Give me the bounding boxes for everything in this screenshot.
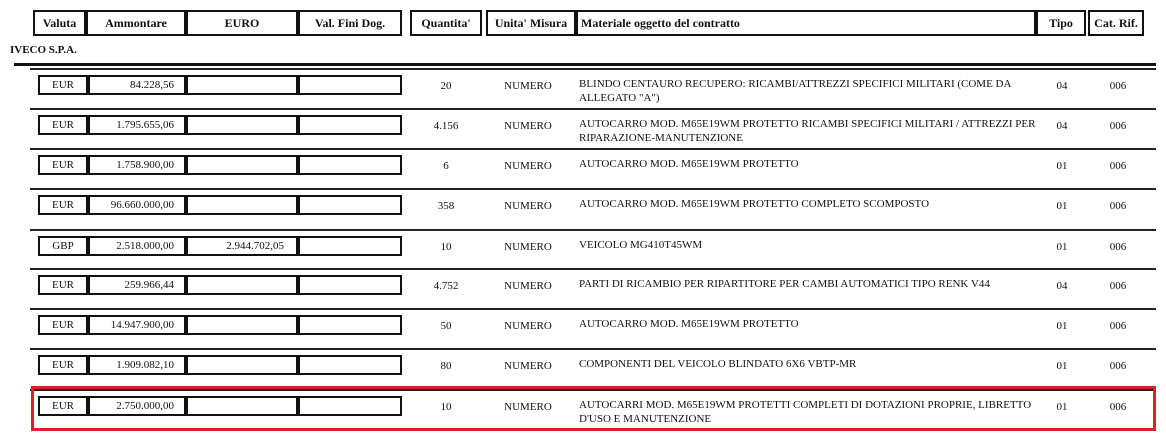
- row-rule: [30, 188, 1156, 190]
- val-fini-dog-cell: [298, 315, 402, 335]
- quantity-cell: 6: [443, 160, 449, 172]
- table-row: [0, 389, 1166, 428]
- material-cell: PARTI DI RICAMBIO PER RIPARTITORE PER CAMBI AUTOMATICI TIPO RENK V44: [579, 278, 990, 290]
- val-fini-dog-cell: [298, 355, 402, 375]
- euro-cell: 2.944.702,05: [186, 236, 298, 256]
- header-quantita: Quantita': [410, 10, 482, 36]
- tipo-cell: 01: [1056, 401, 1068, 413]
- val-fini-dog-cell: [298, 75, 402, 95]
- row-rule: [30, 148, 1156, 150]
- unit-cell: NUMERO: [504, 120, 552, 132]
- amount-cell: 1.795.655,06: [88, 115, 186, 135]
- currency-cell: EUR: [38, 195, 88, 215]
- table-row: [0, 308, 1166, 347]
- currency-cell: GBP: [38, 236, 88, 256]
- material-cell: BLINDO CENTAURO RECUPERO: RICAMBI/ATTREZZI SPECIFICI MILITARI (COME DA ALLEGATO "A"): [579, 78, 1011, 104]
- separator-rule: [14, 63, 1156, 66]
- table-row: [0, 348, 1166, 387]
- quantity-cell: 4.156: [433, 120, 459, 132]
- currency-cell: EUR: [38, 396, 88, 416]
- table-row: [0, 108, 1166, 147]
- val-fini-dog-cell: [298, 155, 402, 175]
- unit-cell: NUMERO: [504, 241, 552, 253]
- tipo-cell: 04: [1056, 80, 1068, 92]
- tipo-cell: 01: [1056, 360, 1068, 372]
- row-rule: [30, 389, 1156, 391]
- tipo-cell: 01: [1056, 241, 1068, 253]
- cat-rif-cell: 006: [1109, 80, 1127, 92]
- row-rule: [30, 268, 1156, 270]
- euro-cell: [186, 75, 298, 95]
- header-materiale: Materiale oggetto del contratto: [576, 10, 1036, 36]
- euro-cell: [186, 155, 298, 175]
- unit-cell: NUMERO: [504, 360, 552, 372]
- cat-rif-cell: 006: [1109, 280, 1127, 292]
- quantity-cell: 80: [440, 360, 452, 372]
- header-ammontare: Ammontare: [86, 10, 186, 36]
- row-rule: [30, 108, 1156, 110]
- currency-cell: EUR: [38, 315, 88, 335]
- euro-cell: [186, 355, 298, 375]
- val-fini-dog-cell: [298, 115, 402, 135]
- unit-cell: NUMERO: [504, 80, 552, 92]
- amount-cell: 2.518.000,00: [88, 236, 186, 256]
- amount-cell: 14.947.900,00: [88, 315, 186, 335]
- tipo-cell: 04: [1056, 120, 1068, 132]
- amount-cell: 2.750.000,00: [88, 396, 186, 416]
- euro-cell: [186, 115, 298, 135]
- material-cell: VEICOLO MG410T45WM: [579, 239, 703, 251]
- tipo-cell: 01: [1056, 200, 1068, 212]
- tipo-cell: 04: [1056, 280, 1068, 292]
- euro-cell: [186, 195, 298, 215]
- currency-cell: EUR: [38, 75, 88, 95]
- table-row: [0, 268, 1166, 307]
- val-fini-dog-cell: [298, 396, 402, 416]
- unit-cell: NUMERO: [504, 280, 552, 292]
- material-cell: AUTOCARRO MOD. M65E19WM PROTETTO: [579, 158, 799, 170]
- material-cell: AUTOCARRI MOD. M65E19WM PROTETTI COMPLETI DI DOTAZIONI PROPRIE, LIBRETTO D'USO E MANUTENZIONE: [579, 399, 1032, 425]
- euro-cell: [186, 315, 298, 335]
- row-rule: [30, 308, 1156, 310]
- table-row: [0, 148, 1166, 187]
- amount-cell: 96.660.000,00: [88, 195, 186, 215]
- currency-cell: EUR: [38, 155, 88, 175]
- amount-cell: 1.909.082,10: [88, 355, 186, 375]
- table-row: [0, 188, 1166, 227]
- row-rule: [30, 68, 1156, 70]
- unit-cell: NUMERO: [504, 200, 552, 212]
- tipo-cell: 01: [1056, 160, 1068, 172]
- amount-cell: 84.228,56: [88, 75, 186, 95]
- euro-cell: [186, 275, 298, 295]
- val-fini-dog-cell: [298, 236, 402, 256]
- material-cell: AUTOCARRO MOD. M65E19WM PROTETTO RICAMBI SPECIFICI MILITARI / ATTREZZI PER RIPARAZIONE-MANUTENZIONE: [579, 118, 1036, 144]
- quantity-cell: 10: [440, 401, 452, 413]
- unit-cell: NUMERO: [504, 401, 552, 413]
- cat-rif-cell: 006: [1109, 320, 1127, 332]
- quantity-cell: 10: [440, 241, 452, 253]
- cat-rif-cell: 006: [1109, 200, 1127, 212]
- val-fini-dog-cell: [298, 275, 402, 295]
- quantity-cell: 50: [440, 320, 452, 332]
- amount-cell: 1.758.900,00: [88, 155, 186, 175]
- cat-rif-cell: 006: [1109, 160, 1127, 172]
- currency-cell: EUR: [38, 275, 88, 295]
- row-rule: [30, 348, 1156, 350]
- material-cell: COMPONENTI DEL VEICOLO BLINDATO 6X6 VBTP-MR: [579, 358, 857, 370]
- amount-cell: 259.966,44: [88, 275, 186, 295]
- cat-rif-cell: 006: [1109, 120, 1127, 132]
- header-unita-misura: Unita' Misura: [486, 10, 576, 36]
- header-valuta: Valuta: [33, 10, 86, 36]
- euro-cell: [186, 396, 298, 416]
- currency-cell: EUR: [38, 115, 88, 135]
- material-cell: AUTOCARRO MOD. M65E19WM PROTETTO COMPLETO SCOMPOSTO: [579, 198, 930, 210]
- table-row: [0, 229, 1166, 268]
- cat-rif-cell: 006: [1109, 360, 1127, 372]
- tipo-cell: 01: [1056, 320, 1068, 332]
- quantity-cell: 358: [437, 200, 455, 212]
- quantity-cell: 20: [440, 80, 452, 92]
- row-rule: [30, 229, 1156, 231]
- header-euro: EURO: [186, 10, 298, 36]
- company-name: IVECO S.P.A.: [10, 44, 77, 56]
- header-tipo: Tipo: [1036, 10, 1086, 36]
- unit-cell: NUMERO: [504, 320, 552, 332]
- material-cell: AUTOCARRO MOD. M65E19WM PROTETTO: [579, 318, 799, 330]
- currency-cell: EUR: [38, 355, 88, 375]
- cat-rif-cell: 006: [1109, 401, 1127, 413]
- header-cat-rif: Cat. Rif.: [1088, 10, 1144, 36]
- quantity-cell: 4.752: [433, 280, 459, 292]
- val-fini-dog-cell: [298, 195, 402, 215]
- header-val-fini-dog: Val. Fini Dog.: [298, 10, 402, 36]
- cat-rif-cell: 006: [1109, 241, 1127, 253]
- unit-cell: NUMERO: [504, 160, 552, 172]
- table-row: [0, 68, 1166, 107]
